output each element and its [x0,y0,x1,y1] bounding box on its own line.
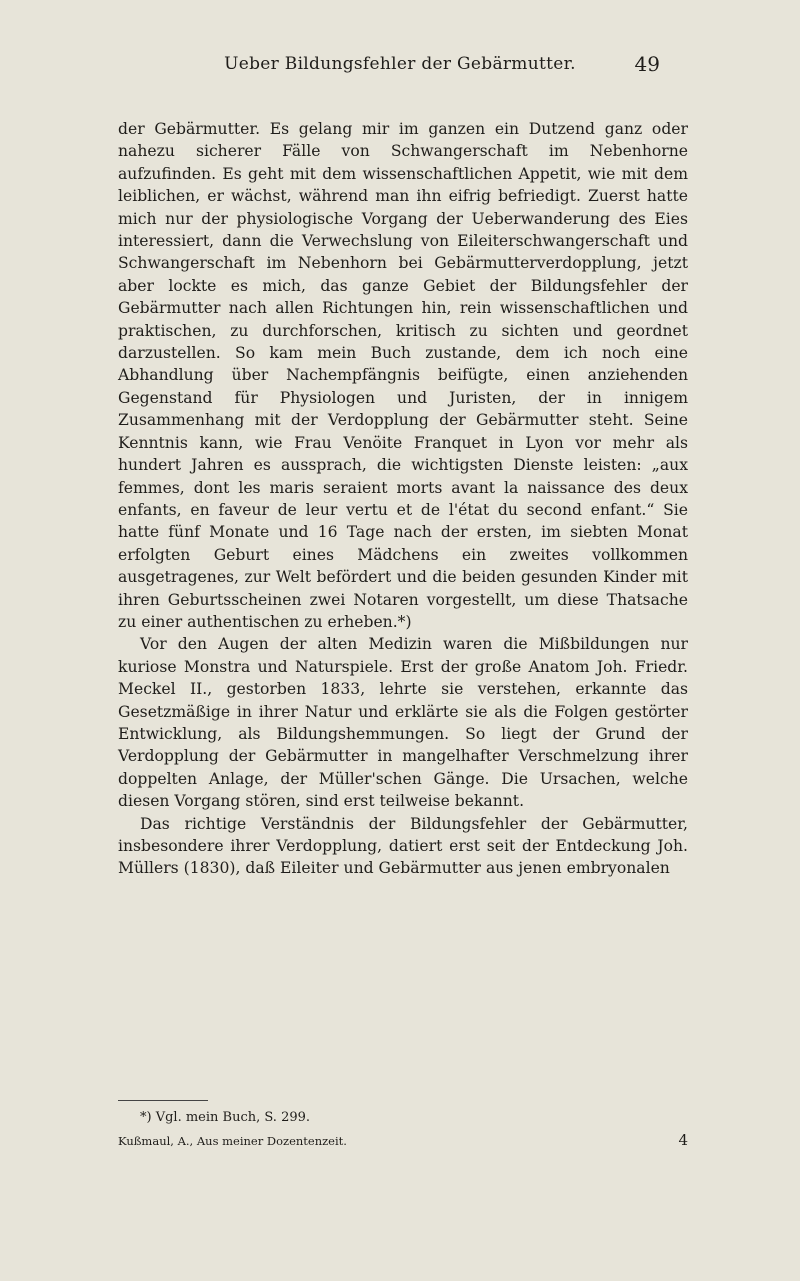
page-header [0,52,800,82]
footnote: *) Vgl. mein Buch, S. 299. [140,1110,311,1125]
paragraph-1: der Gebärmutter. Es gelang mir im ganzen ein Dutzend ganz oder nahezu sicherer Fälle von Schwangerschaft im Nebenhorne aufzufinden. Es geht mit dem wissenschaftlichen Appetit, wie mit dem leiblichen, er wächst, während man ihn eifrig befriedigt. Zuerst hatte mich nur der physiologische Vorgang der Ueberwanderung des Eies interessiert, dann die Verwechslung von Eileiterschwangerschaft und Schwangerschaft im Nebenhorn bei Gebärmutterverdopplung, jetzt aber lockte es mich, das ganze Gebiet der Bildungsfehler der Gebärmutter nach allen Richtungen hin, rein wissenschaftlichen und praktischen, zu durchforschen, kritisch zu sichten und geordnet darzustellen. So kam mein Buch zustande, dem ich noch eine Abhandlung über Nachempfängnis beifügte, einen anziehenden Gegenstand für Physiologen und Juristen, der in innigem Zusammenhang mit der Verdopplung der Gebärmutter steht. Seine Kenntnis kann, wie Frau Venöite Franquet in Lyon vor mehr als hundert Jahren es aussprach, die wichtigsten Dienste leisten: „aux femmes, dont les maris seraient morts avant la naissance des deux enfants, en faveur de leur vertu et de l'état du second enfant.“ Sie hatte fünf Monate und 16 Tage nach der ersten, im siebten Monat erfolgten Geburt eines Mädchens ein zweites vollkommen ausgetragenes, zur Welt befördert und die beiden gesunden Kinder mit ihren Geburtsscheinen zwei Notaren vorgestellt, um diese Thatsache zu einer authentischen zu erheben.*) [118,120,688,631]
footnote-divider [118,1100,208,1101]
signature-line [118,1132,688,1152]
body-text [118,118,688,880]
running-title: Ueber Bildungsfehler der Gebärmutter. [224,54,576,74]
signature-text: Kußmaul, A., Aus meiner Dozentenzeit. [118,1134,347,1148]
paragraph-2: Vor den Augen der alten Medizin waren die Mißbildungen nur kuriose Monstra und Naturspiele. Erst der große Anatom Joh. Friedr. Meckel II., gestorben 1833, lehrte sie verstehen, erkannte das Gesetzmäßige in ihrer Natur und erklärte sie als die Folgen gestörter Entwicklung, als Bildungshemmungen. So liegt der Grund der Verdopplung der Gebärmutter in mangelhafter Verschmelzung ihrer doppelten Anlage, der Müller'schen Gänge. Die Ursachen, welche diesen Vorgang stören, sind erst teilweise bekannt. [118,635,688,811]
paragraph-3: Das richtige Verständnis der Bildungsfehler der Gebärmutter, insbesondere ihrer Verdopplung, datiert erst seit der Entdeckung Joh. Müllers (1830), daß Eileiter und Gebärmutter aus jenen embryonalen [118,814,688,878]
page-number: 49 [634,52,660,76]
signature-number: 4 [678,1131,688,1149]
